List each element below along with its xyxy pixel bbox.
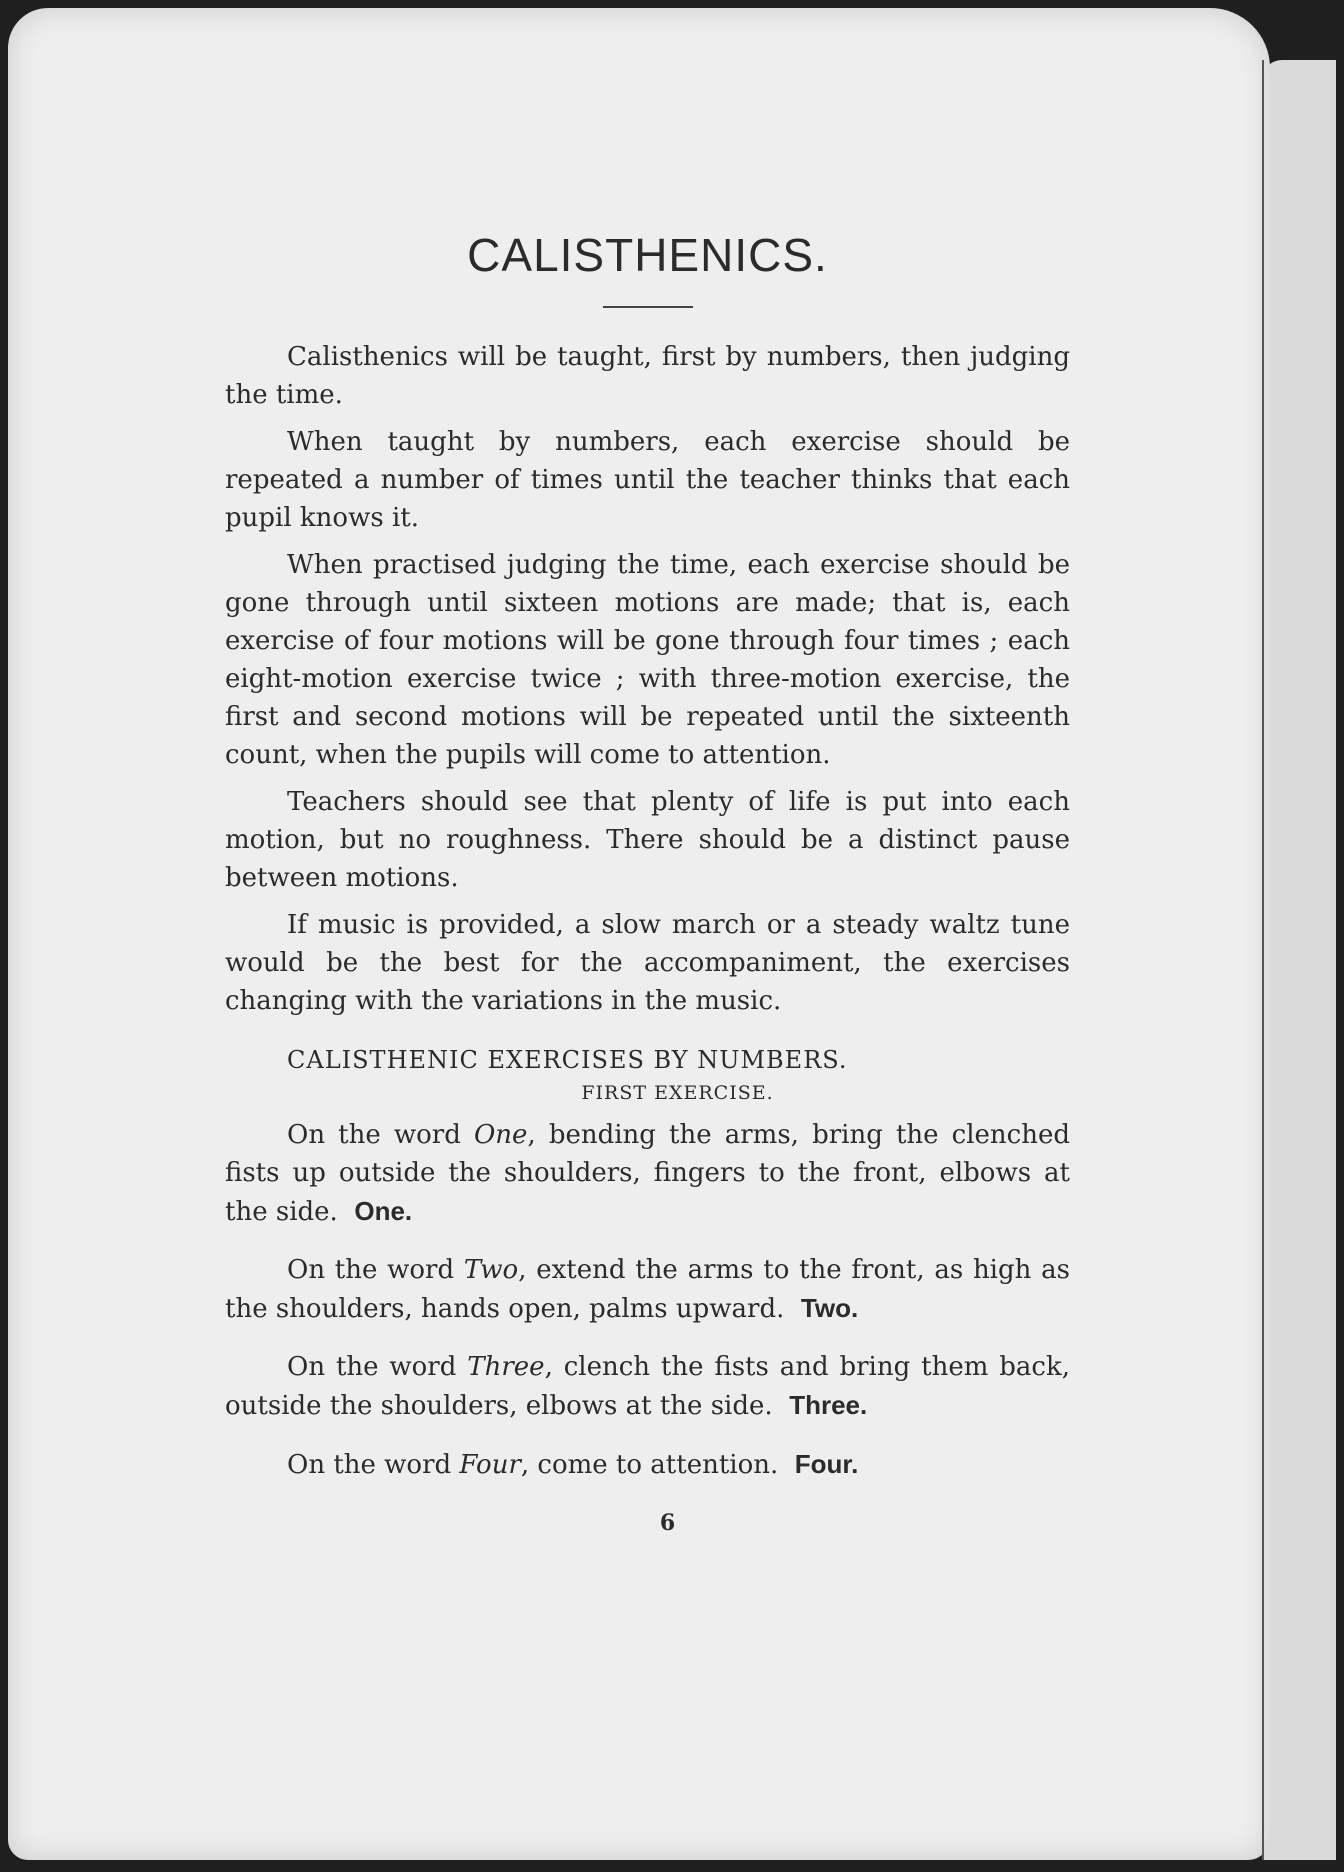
intro-paragraph: Teachers should see that plenty of life is put into each motion, but no roughness. There should be a distinct pause between motions. (225, 787, 1070, 893)
exercise-step (225, 1116, 1070, 1231)
intro-paragraph: If music is provided, a slow march or a steady waltz tune would be the best for the accompaniment, the exercises changing with the variations in the music. (225, 910, 1070, 1016)
step-prefix: On the word (287, 1255, 464, 1285)
exercise-step (225, 1251, 1070, 1328)
exercise-step (225, 1348, 1070, 1425)
step-word: Four (459, 1450, 521, 1480)
exercise-step (225, 1445, 1070, 1484)
step-word: Three (467, 1352, 545, 1382)
exercise-heading: FIRST EXERCISE. (581, 1082, 774, 1104)
step-word: Two (463, 1255, 519, 1285)
step-command: Four. (794, 1449, 859, 1479)
page-title: CALISTHENICS. (467, 229, 828, 281)
step-command: Three. (789, 1390, 868, 1420)
step-command: Two. (800, 1293, 859, 1323)
step-text: , bending the arms, bring the clenched fists up outside the shoulders, fingers to the front, elbows at the side. (225, 1120, 1071, 1227)
step-prefix: On the word (287, 1450, 460, 1480)
page-fold-line (1262, 60, 1264, 1860)
adjacent-page-edge (1262, 60, 1336, 1860)
step-text: , come to attention. (520, 1450, 779, 1480)
step-text: , extend the arms to the front, as high as the shoulders, hands open, palms upward. (225, 1255, 1070, 1324)
step-command: One. (354, 1196, 413, 1226)
step-word: One (473, 1120, 528, 1150)
intro-paragraph: Calisthenics will be taught, first by numbers, then judging the time. (225, 342, 1070, 410)
section-heading: CALISTHENIC EXERCISES BY NUMBERS. (287, 1046, 848, 1074)
intro-paragraph: When practised judging the time, each exercise should be gone through until sixteen motions are made; that is, each exercise of four motions will be gone through four times ; each eight-motion exercise twice ; with three-motion exercise, the first and second motions will be repeated until the sixteenth count, when the pupils will come to attention. (225, 550, 1070, 770)
page-number: 6 (659, 1510, 676, 1536)
title-rule (603, 306, 693, 308)
step-text: , clench the fists and bring them back, outside the shoulders, elbows at the side. (225, 1352, 1070, 1421)
step-prefix: On the word (287, 1120, 474, 1150)
intro-paragraph: When taught by numbers, each exercise should be repeated a number of times until the teacher thinks that each pupil knows it. (225, 427, 1070, 533)
step-prefix: On the word (287, 1352, 468, 1382)
page-content (225, 228, 1070, 1536)
